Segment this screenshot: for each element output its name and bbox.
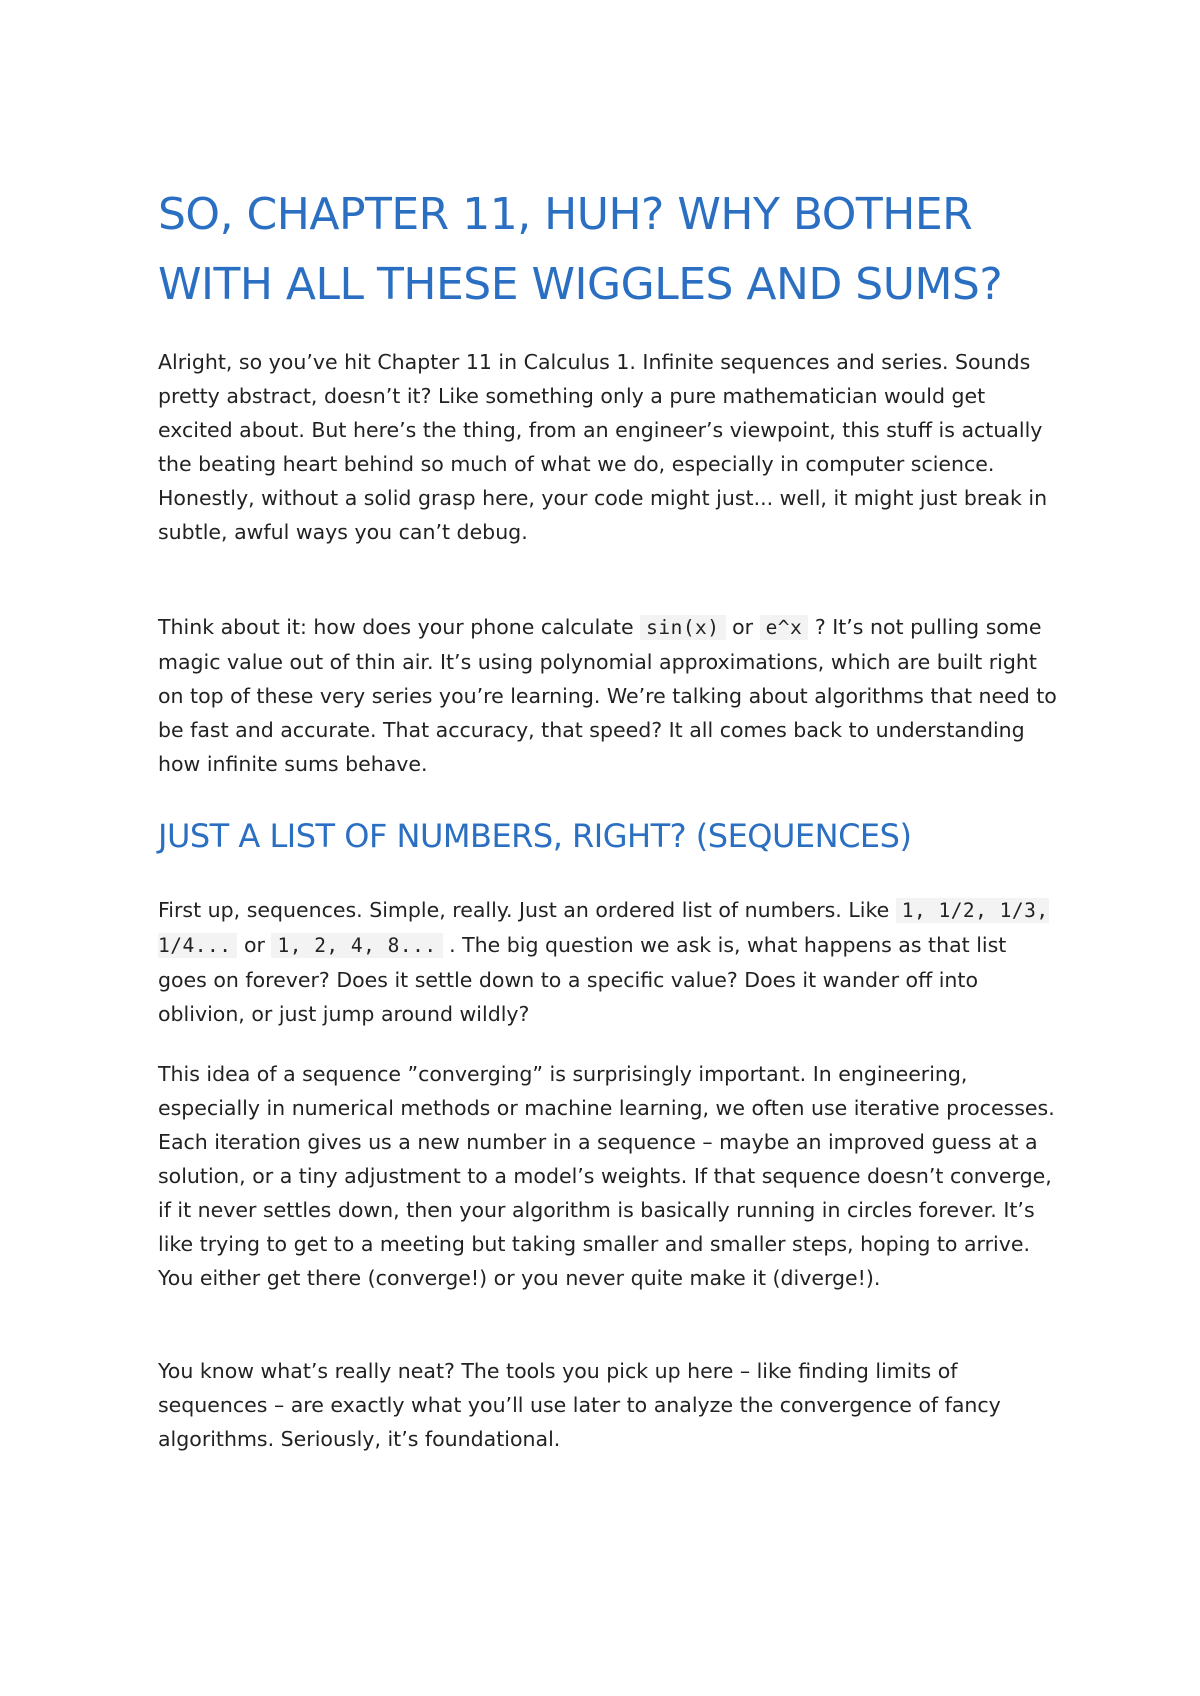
inline-code-exp: e^x xyxy=(760,615,809,640)
paragraph-text: or xyxy=(237,933,272,957)
convergence-paragraph: This idea of a sequence ”converging” is surprisingly important. In engineering, especially in numerical methods or machine learning, we often use iterative processes. Each iteration gives us a new number in a sequence – maybe an improved guess at a solution, or a tiny adjustment to a model’s weights. If that sequence doesn’t converge, if it never settles down, then your algorithm is basically running in circles forever. It’s like trying to get to a meeting but taking smaller and smaller steps, hoping to arrive. You either get there (converge!) or you never quite make it (diverge!). xyxy=(158,1062,1055,1290)
foundational-paragraph: You know what’s really neat? The tools you pick up here – like finding limits of sequences – are exactly what you’ll use later to analyze the convergence of fancy algorithms. Seriously, it’s foundational. xyxy=(158,1359,1001,1451)
intro-paragraph: Alright, so you’ve hit Chapter 11 in Calculus 1. Infinite sequences and series. Sounds pretty abstract, doesn’t it? Like something only a pure mathematician would get excited about. But here’s the thing, from an engineer’s viewpoint, this stuff is actually the beating heart behind so much of what we do, especially in computer science. Honestly, without a solid grasp here, your code might just... well, it might just break in subtle, awful ways you can’t debug. xyxy=(158,350,1048,544)
paragraph-text: . The big question we ask is, what happens as that list goes on forever? Does it settle down to a specific value? Does it wander off into oblivion, or just jump around wildly? xyxy=(158,933,1007,1026)
paragraph-text: ? It’s not pulling some magic value out of thin air. It’s using polynomial approximations, which are built right on top of these very series you’re learning. We’re talking about algorithms that need to be fast and accurate. That accuracy, that speed? It all comes back to understanding how infinite sums behave. xyxy=(158,615,1057,776)
sequences-paragraph xyxy=(158,893,1058,1031)
inline-code-harmonic: 1, 1/2, 1/3, 1/4... xyxy=(158,899,1049,957)
section-heading-sequences: JUST A LIST OF NUMBERS, RIGHT? (SEQUENCES) xyxy=(158,817,912,855)
paragraph-text: or xyxy=(725,615,760,639)
inline-code-sin: sin(x) xyxy=(640,615,725,640)
inline-code-powers: 1, 2, 4, 8... xyxy=(271,933,442,958)
paragraph-text: First up, sequences. Simple, really. Just an ordered list of numbers. Like xyxy=(158,898,896,922)
approximation-paragraph xyxy=(158,610,1058,781)
paragraph-text: Think about it: how does your phone calculate xyxy=(158,615,641,639)
document-title: SO, CHAPTER 11, HUH? WHY BOTHER WITH ALL THESE WIGGLES AND SUMS? xyxy=(158,189,1003,310)
